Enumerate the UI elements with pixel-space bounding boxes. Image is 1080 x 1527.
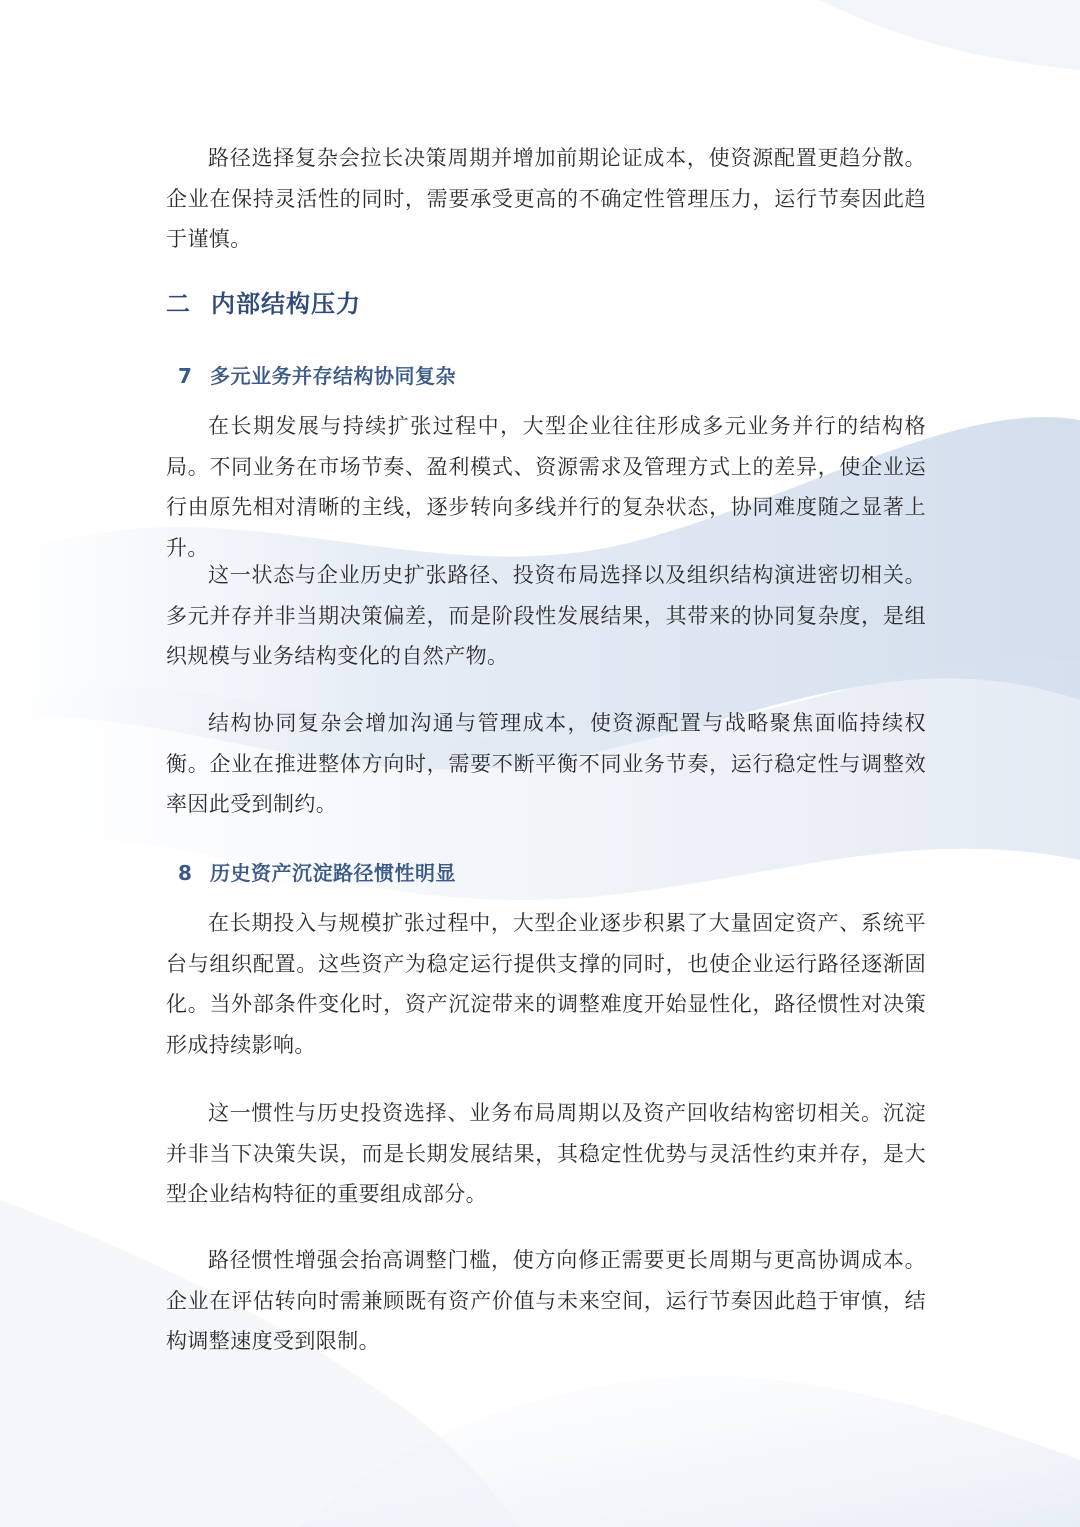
subsection-7-paragraph-2: 这一状态与企业历史扩张路径、投资布局选择以及组织结构演进密切相关。多元并存并非当期决策偏差，而是阶段性发展结果，其带来的协同复杂度，是组织规模与业务结构变化的自然产物。 <box>166 563 926 668</box>
subsection-number: 7 <box>178 364 193 388</box>
subsection-8-paragraph-2: 这一惯性与历史投资选择、业务布局周期以及资产回收结构密切相关。沉淀并非当下决策失误，而是长期发展结果，其稳定性优势与灵活性约束并存，是大型企业结构特征的重要组成部分。 <box>166 1101 926 1206</box>
section-heading <box>166 284 361 319</box>
subsection-7-paragraph-3: 结构协同复杂会增加沟通与管理成本，使资源配置与战略聚焦面临持续权衡。企业在推进整体方向时，需要不断平衡不同业务节奏，运行稳定性与调整效率因此受到制约。 <box>166 711 926 816</box>
section-number: 二 <box>166 290 191 318</box>
subsection-number: 8 <box>178 861 193 885</box>
subsection-7-paragraph-1: 在长期发展与持续扩张过程中，大型企业往往形成多元业务并行的结构格局。不同业务在市场节奏、盈利模式、资源需求及管理方式上的差异，使企业运行由原先相对清晰的主线，逐步转向多线并行的复杂状态，协同难度随之显著上升。 <box>166 414 926 560</box>
intro-paragraph: 路径选择复杂会拉长决策周期并增加前期论证成本，使资源配置更趋分散。企业在保持灵活性的同时，需要承受更高的不确定性管理压力，运行节奏因此趋于谨慎。 <box>166 146 926 251</box>
subsection-title: 历史资产沉淀路径惯性明显 <box>210 861 456 885</box>
subsection-8-paragraph-3: 路径惯性增强会抬高调整门槛，使方向修正需要更长周期与更高协调成本。企业在评估转向时需兼顾既有资产价值与未来空间，运行节奏因此趋于审慎，结构调整速度受到限制。 <box>166 1248 926 1353</box>
subsection-heading-7 <box>178 360 456 389</box>
subsection-heading-8 <box>178 857 456 886</box>
subsection-title: 多元业务并存结构协同复杂 <box>210 364 456 388</box>
section-title: 内部结构压力 <box>211 290 361 318</box>
subsection-8-paragraph-1: 在长期投入与规模扩张过程中，大型企业逐步积累了大量固定资产、系统平台与组织配置。这些资产为稳定运行提供支撑的同时，也使企业运行路径逐渐固化。当外部条件变化时，资产沉淀带来的调整难度开始显性化，路径惯性对决策形成持续影响。 <box>166 911 926 1057</box>
